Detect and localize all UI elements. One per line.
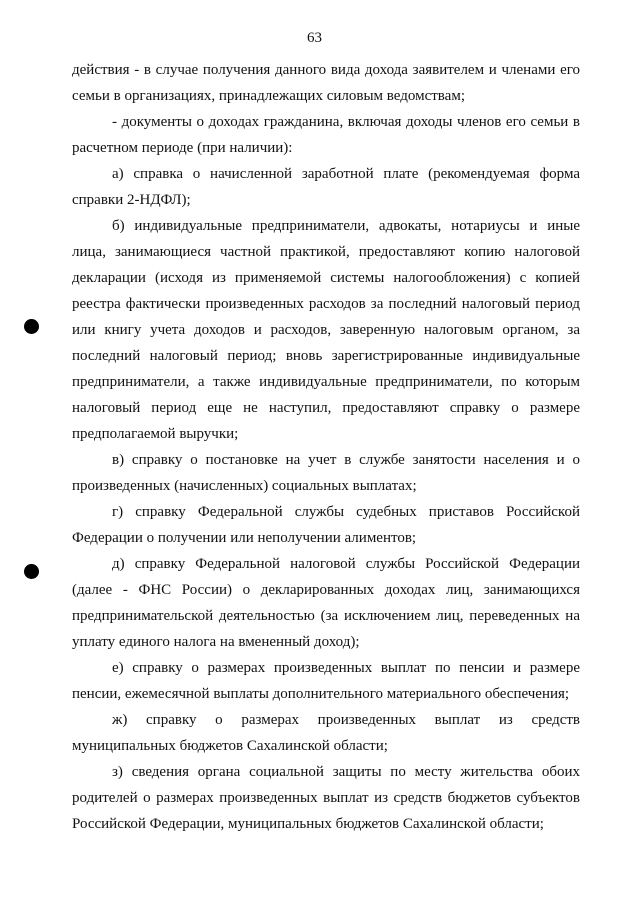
paragraph-item-v: в) справку о постановке на учет в службе занятости населения и о произведенных (начисленных) социальных выплатах; xyxy=(72,452,580,494)
paragraph-item-zh: ж) справку о размерах произведенных выплат из средств муниципальных бюджетов Сахалинской области; xyxy=(72,712,580,754)
paragraph-item-a: а) справка о начисленной заработной плате (рекомендуемая форма справки 2-НДФЛ); xyxy=(72,166,580,208)
paragraph-item-z: з) сведения органа социальной защиты по месту жительства обоих родителей о размерах произведенных выплат из средств бюджетов субъектов Российской Федерации, муниципальных бюджетов Сахалинской области; xyxy=(72,764,580,832)
paragraph-item-e: е) справку о размерах произведенных выплат по пенсии и размере пенсии, ежемесячной выплаты дополнительного материального обеспечения; xyxy=(72,660,580,702)
page-number: 63 xyxy=(307,30,322,46)
paragraph-continuation: действия - в случае получения данного вида дохода заявителем и членами его семьи в организациях, принадлежащих силовым ведомствам; xyxy=(72,62,580,104)
punch-hole-lower xyxy=(24,564,39,579)
paragraph-income-documents: - документы о доходах гражданина, включая доходы членов его семьи в расчетном периоде (при наличии): xyxy=(72,114,580,156)
paragraph-item-d: д) справку Федеральной налоговой службы Российской Федерации (далее - ФНС России) о декларированных доходах лиц, занимающихся предпринимательской деятельностью (за исключением лиц, переведенных на уплату единого налога на вмененный доход); xyxy=(72,556,580,650)
paragraph-item-b: б) индивидуальные предприниматели, адвокаты, нотариусы и иные лица, занимающиеся частной практикой, предоставляют копию налоговой декларации (исходя из применяемой системы налогообложения) с копией реестра фактически произведенных расходов за последний налоговый период или книгу учета доходов и расходов, заверенную налоговым органом, за последний налоговый период; вновь зарегистрированные индивидуальные предприниматели, а также индивидуальные предприниматели, по которым налоговый период еще не наступил, предоставляют справку о размере предполагаемой выручки; xyxy=(72,218,580,442)
paragraph-item-g: г) справку Федеральной службы судебных приставов Российской Федерации о получении или неполучении алиментов; xyxy=(72,504,580,546)
punch-hole-upper xyxy=(24,319,39,334)
document-body xyxy=(72,57,580,837)
